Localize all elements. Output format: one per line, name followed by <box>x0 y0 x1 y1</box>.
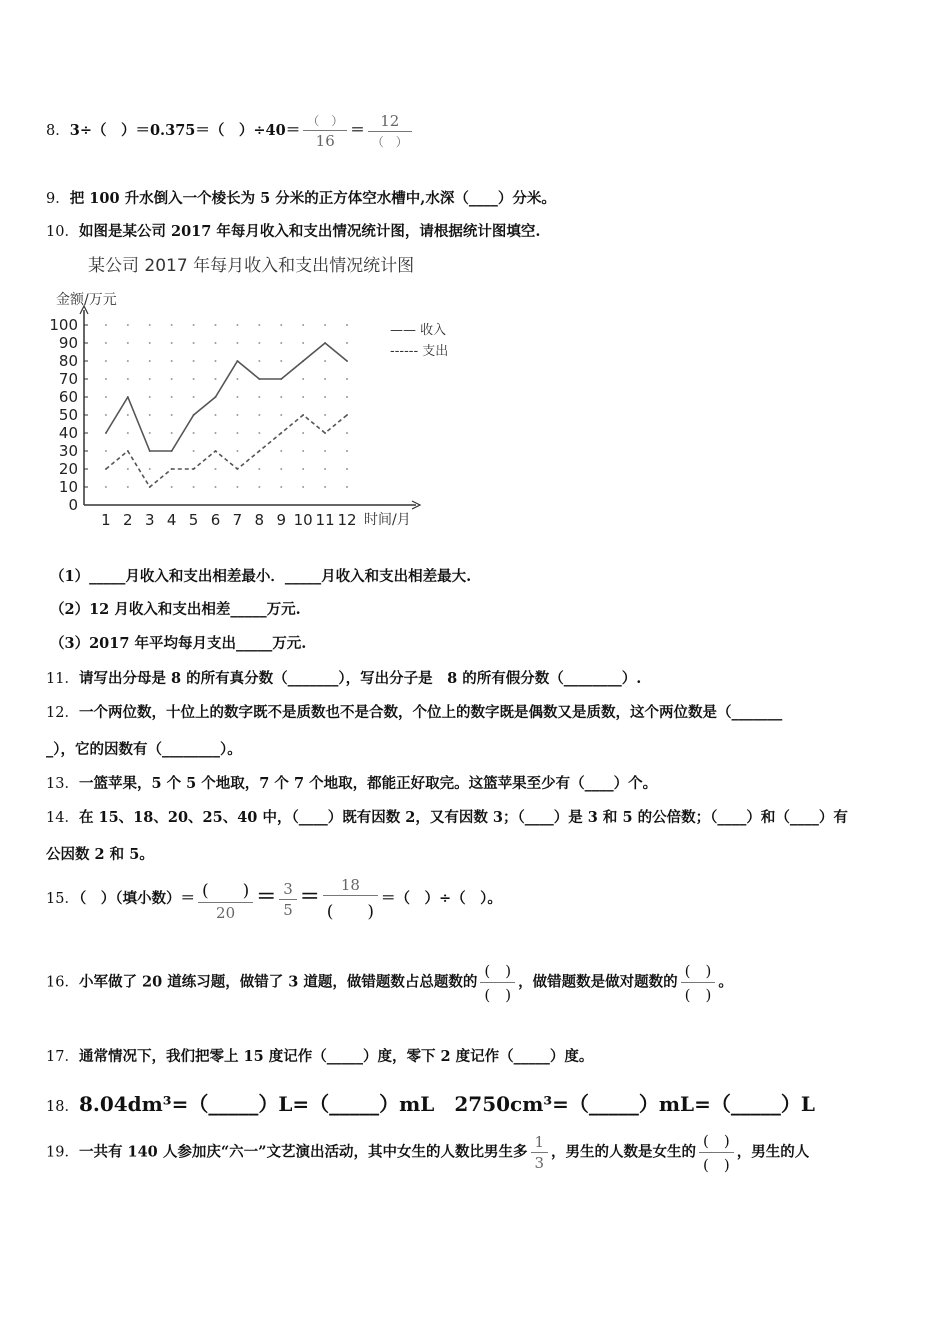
question-12-line-2 <box>46 738 242 759</box>
grid-dot <box>258 432 260 434</box>
data-point <box>171 468 173 470</box>
grid-dot <box>346 378 348 380</box>
x-axis-label: 时间/月 <box>364 512 411 528</box>
grid-dot <box>280 360 282 362</box>
grid-dot <box>280 324 282 326</box>
question-text: ，做错题数是做对题数的 <box>518 973 678 991</box>
chart-axes <box>80 306 420 509</box>
grid-dot <box>193 486 195 488</box>
data-point <box>237 468 239 470</box>
question-number: 16． <box>46 974 79 991</box>
grid-dot <box>302 468 304 470</box>
question-16: 16．小军做了 20 道练习题，做错了 3 道题，做错题数占总题数的 $\frac{( )}{( )}$ ，做错题数是做对题数的 $\frac{( )}{( )}$ 。 <box>46 962 733 1004</box>
grid-dot <box>171 396 173 398</box>
grid-dot <box>236 324 238 326</box>
grid-dot <box>324 450 326 452</box>
grid-dot <box>193 378 195 380</box>
y-tick-label: 40 <box>58 424 78 442</box>
question-text: 在 15、18、20、25、40 中，（____）既有因数 2，又有因数 3；（____）是 3 和 5 的公倍数；（____）和（____）有 <box>78 809 848 826</box>
data-point <box>149 486 151 488</box>
data-point <box>193 468 195 470</box>
question-10-part-3 <box>50 632 306 653</box>
grid-dot <box>346 468 348 470</box>
question-number: 9． <box>46 191 70 207</box>
legend-income: —— 收入 <box>390 323 447 338</box>
question-number: 15． <box>46 891 79 907</box>
grid-dot <box>258 324 260 326</box>
grid-dot <box>302 432 304 434</box>
grid-dot <box>127 342 129 344</box>
question-number: 17． <box>46 1049 79 1065</box>
question-8: 8．3÷（ ）＝0.375＝（ ）÷40＝ $\frac{( )}{16}$ ＝ $\frac{12}{( )}$ <box>46 112 415 150</box>
question-text: 通常情况下，我们把零上 15 度记作（_____）度，零下 2 度记作（_____）度。 <box>78 1048 594 1065</box>
grid-dot <box>258 414 260 416</box>
grid-dot <box>171 414 173 416</box>
question-text: ，男生的人数是女生的 <box>551 1143 697 1161</box>
question-text: 公因数 2 和 5。 <box>46 846 154 863</box>
grid-dot <box>127 378 129 380</box>
grid-dot <box>346 486 348 488</box>
grid-dot <box>149 432 151 434</box>
y-axis-label: 金额/万元 <box>56 292 117 308</box>
chart-legend <box>390 322 448 359</box>
grid-dot <box>193 360 195 362</box>
x-tick-label: 8 <box>254 511 265 529</box>
grid-dot <box>324 360 326 362</box>
line-chart <box>40 248 460 533</box>
data-point <box>280 432 282 434</box>
grid-dot <box>215 342 217 344</box>
x-tick-label: 9 <box>276 511 287 529</box>
question-11 <box>46 667 641 688</box>
grid-dot <box>346 342 348 344</box>
x-tick-label: 3 <box>144 511 155 529</box>
data-point <box>215 450 217 452</box>
question-text: （1）_____月收入和支出相差最小．_____月收入和支出相差最大. <box>50 568 472 585</box>
data-point <box>302 360 304 362</box>
question-text: （3）2017 年平均每月支出_____万元. <box>50 635 307 652</box>
fraction: $\frac{( )}{( )}$ <box>681 960 716 1005</box>
grid-dot <box>105 414 107 416</box>
data-point <box>215 396 217 398</box>
grid-dot <box>324 396 326 398</box>
question-text: 把 100 升水倒入一个棱长为 5 分米的正方体空水槽中,水深（____）分米。 <box>69 190 556 207</box>
question-number: 10． <box>46 224 79 240</box>
question-text: _），它的因数有（________）。 <box>46 741 242 758</box>
data-point <box>280 378 282 380</box>
question-15: 15．（ ）（填小数）＝ $\frac{( )}{20}$ ＝ $\frac{3}{5}$ ＝ $\frac{18}{( )}$ ＝（ ）÷（ ）。 <box>46 876 502 922</box>
question-text: 8.04dm³=（_____）L=（_____）mL 2750cm³=（_____）mL=（_____）L <box>78 1092 815 1116</box>
grid-dot <box>258 486 260 488</box>
y-tick-label: 80 <box>58 352 78 370</box>
y-tick-label: 60 <box>58 388 78 406</box>
y-tick-label: 10 <box>58 478 78 496</box>
data-point <box>193 414 195 416</box>
grid-dot <box>193 324 195 326</box>
grid-dot <box>105 342 107 344</box>
grid-dot <box>171 324 173 326</box>
grid-dot <box>127 468 129 470</box>
data-point <box>324 342 326 344</box>
y-tick-label: 70 <box>58 370 78 388</box>
x-tick-label: 4 <box>166 511 177 529</box>
question-text: ＝（ ）÷（ ）。 <box>381 890 502 907</box>
legend-expense: ------ 支出 <box>390 344 449 359</box>
question-18 <box>46 1088 815 1117</box>
fraction: $\frac{3}{5}$ <box>279 880 297 919</box>
grid-dot <box>149 396 151 398</box>
question-text: 一篮苹果，5 个 5 个地取，7 个 7 个地取，都能正好取完。这篮苹果至少有（____）个。 <box>78 775 658 792</box>
chart-series <box>105 342 348 488</box>
grid-dot <box>324 378 326 380</box>
data-point <box>346 414 348 416</box>
grid-dot <box>280 450 282 452</box>
grid-dot <box>324 486 326 488</box>
grid-dot <box>105 324 107 326</box>
data-point <box>171 450 173 452</box>
grid-dot <box>302 324 304 326</box>
grid-dot <box>215 378 217 380</box>
series-line-expense <box>106 415 347 487</box>
grid-dot <box>324 324 326 326</box>
grid-dot <box>171 360 173 362</box>
grid-dot <box>280 342 282 344</box>
data-point <box>127 396 129 398</box>
question-10-part-1 <box>50 565 471 586</box>
question-9 <box>46 187 556 208</box>
question-17 <box>46 1045 593 1066</box>
fraction: $\frac{( )}{( )}$ <box>480 960 515 1005</box>
grid-dot <box>215 360 217 362</box>
question-13 <box>46 772 657 793</box>
data-point <box>105 468 107 470</box>
grid-dot <box>105 486 107 488</box>
grid-dot <box>302 396 304 398</box>
grid-dot <box>171 432 173 434</box>
fraction: $\frac{18}{( )}$ <box>323 876 378 922</box>
grid-dot <box>324 468 326 470</box>
grid-dot <box>280 414 282 416</box>
grid-dot <box>171 342 173 344</box>
grid-dot <box>346 432 348 434</box>
grid-dot <box>127 414 129 416</box>
question-number: 18． <box>46 1099 79 1115</box>
data-point <box>149 450 151 452</box>
chart-ticks <box>49 316 356 529</box>
grid-dot <box>302 486 304 488</box>
grid-dot <box>324 414 326 416</box>
x-tick-label: 10 <box>293 511 313 529</box>
grid-dot <box>215 324 217 326</box>
grid-dot <box>346 450 348 452</box>
grid-dot <box>193 450 195 452</box>
grid-dot <box>258 468 260 470</box>
question-number: 8． <box>46 123 70 139</box>
fraction: $\frac{( )}{( )}$ <box>699 1130 734 1175</box>
data-point <box>346 360 348 362</box>
grid-dot <box>149 468 151 470</box>
grid-dot <box>127 432 129 434</box>
fraction: $\frac{1}{3}$ <box>531 1133 549 1172</box>
series-line-income <box>106 343 347 451</box>
x-tick-label: 5 <box>188 511 199 529</box>
y-tick-label: 0 <box>68 496 78 514</box>
y-tick-label: 100 <box>49 316 78 334</box>
question-text: 3÷（ ）＝0.375＝（ ）÷40＝ <box>69 122 301 139</box>
grid-dot <box>280 486 282 488</box>
question-text: 一个两位数，十位上的数字既不是质数也不是合数，个位上的数字既是偶数又是质数，这个两位数是（_______ <box>78 704 783 721</box>
grid-dot <box>215 468 217 470</box>
grid-dot <box>193 396 195 398</box>
question-number: 12． <box>46 705 79 721</box>
fraction: $\frac{12}{( )}$ <box>368 112 412 150</box>
grid-dot <box>302 450 304 452</box>
grid-dot <box>236 396 238 398</box>
data-point <box>105 432 107 434</box>
grid-dot <box>236 342 238 344</box>
question-19 <box>46 1130 809 1175</box>
grid-dot <box>236 414 238 416</box>
grid-dot <box>346 396 348 398</box>
y-tick-label: 90 <box>58 334 78 352</box>
question-number: 11． <box>46 671 79 687</box>
data-point <box>302 414 304 416</box>
grid-dot <box>236 378 238 380</box>
grid-dot <box>171 486 173 488</box>
grid-dot <box>149 324 151 326</box>
grid-dot <box>280 468 282 470</box>
grid-dot <box>236 432 238 434</box>
chart-title: 某公司 2017 年每月收入和支出情况统计图 <box>88 256 415 276</box>
chart-grid <box>105 324 348 488</box>
y-tick-label: 30 <box>58 442 78 460</box>
grid-dot <box>280 396 282 398</box>
y-tick-label: 20 <box>58 460 78 478</box>
grid-dot <box>127 360 129 362</box>
grid-dot <box>149 414 151 416</box>
question-text: 请写出分母是 8 的所有真分数（_______），写出分子是 8 的所有假分数（________）. <box>78 670 642 687</box>
grid-dot <box>171 378 173 380</box>
fraction: $\frac{( )}{16}$ <box>303 112 347 150</box>
data-point <box>127 450 129 452</box>
grid-dot <box>105 396 107 398</box>
y-tick-label: 50 <box>58 406 78 424</box>
x-tick-label: 1 <box>101 511 111 529</box>
grid-dot <box>193 342 195 344</box>
question-10-part-2 <box>50 598 301 619</box>
data-point <box>324 432 326 434</box>
question-text: ，男生的人 <box>736 1143 810 1161</box>
grid-dot <box>236 450 238 452</box>
grid-dot <box>127 324 129 326</box>
question-12 <box>46 701 782 722</box>
question-text: （ ）（填小数）＝ <box>78 890 195 907</box>
grid-dot <box>258 360 260 362</box>
grid-dot <box>149 378 151 380</box>
data-point <box>259 378 261 380</box>
data-point <box>237 360 239 362</box>
grid-dot <box>193 432 195 434</box>
question-text: 一共有 140 人参加庆“六一”文艺演出活动，其中女生的人数比男生多 <box>78 1143 528 1161</box>
grid-dot <box>149 342 151 344</box>
x-tick-label: 2 <box>123 511 133 529</box>
grid-dot <box>215 432 217 434</box>
grid-dot <box>236 486 238 488</box>
question-14 <box>46 806 848 827</box>
grid-dot <box>105 378 107 380</box>
question-text: 小军做了 20 道练习题，做错了 3 道题，做错题数占总题数的 <box>78 973 478 991</box>
grid-dot <box>149 360 151 362</box>
question-number: 14． <box>46 810 79 826</box>
fraction: $\frac{( )}{20}$ <box>198 876 253 922</box>
grid-dot <box>127 486 129 488</box>
grid-dot <box>302 342 304 344</box>
x-tick-label: 11 <box>315 511 335 529</box>
question-10 <box>46 220 540 241</box>
question-number: 13． <box>46 776 79 792</box>
question-text: 如图是某公司 2017 年每月收入和支出情况统计图，请根据统计图填空. <box>78 223 541 240</box>
grid-dot <box>258 396 260 398</box>
grid-dot <box>215 486 217 488</box>
grid-dot <box>258 342 260 344</box>
grid-dot <box>302 378 304 380</box>
x-tick-label: 12 <box>337 511 357 529</box>
question-number: 19． <box>46 1144 79 1161</box>
grid-dot <box>105 360 107 362</box>
x-tick-label: 6 <box>210 511 221 529</box>
question-14-line-2 <box>46 843 154 864</box>
grid-dot <box>346 324 348 326</box>
question-text: （2）12 月收入和支出相差_____万元. <box>50 601 301 618</box>
x-tick-label: 7 <box>232 511 243 529</box>
grid-dot <box>105 450 107 452</box>
grid-dot <box>215 414 217 416</box>
data-point <box>259 450 261 452</box>
